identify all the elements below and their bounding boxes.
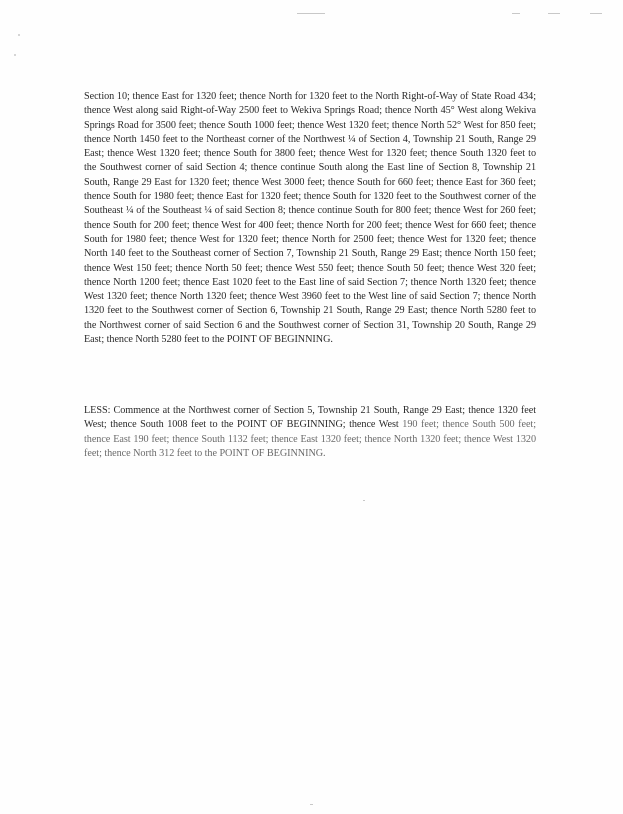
scan-artifact (310, 804, 313, 805)
less-exception-paragraph (84, 404, 536, 461)
scan-artifact (548, 13, 560, 14)
scan-artifact (18, 34, 20, 36)
less-exception-faded-text: 190 feet; thence South 500 feet; thence East 190 feet; thence South 1132 feet; thence East 1320 feet; thence North 1320 feet; thence West 1320 feet; thence North 312 feet to the POINT OF BEGINNING. (84, 419, 536, 459)
legal-description-paragraph: Section 10; thence East for 1320 feet; thence North for 1320 feet to the North Right-of-Way of State Road 434; thence West along said Right-of-Way 2500 feet to Wekiva Springs Road; thence North 45° West along Wekiva Springs Road for 3500 feet; thence South 1000 feet; thence West 1320 feet; thence North 52° West for 850 feet; thence North 1450 feet to the Northeast corner of the Northwest ¼ of Section 4, Township 21 South, Range 29 East; thence West 1320 feet; thence South for 3800 feet; thence West for 1320 feet; thence South 1320 feet to the Southwest corner of said Section 4; thence continue South along the East line of Section 8, Township 21 South, Range 29 East for 1320 feet; thence West 3000 feet; thence South for 660 feet; thence East for 360 feet; thence South for 1980 feet; thence East for 1320 feet; thence South for 1320 feet to the Southwest corner of the Southeast ¼ of the Southeast ¼ of said Section 8; thence continue South for 800 feet; thence West for 260 feet; thence South for 200 feet; thence West for 400 feet; thence North for 200 feet; thence West for 660 feet; thence South for 1980 feet; thence West for 1320 feet; thence North for 2500 feet; thence West for 1320 feet; thence North 140 feet to the Southeast corner of Section 7, Township 21 South, Range 29 East; thence North 150 feet; thence West 150 feet; thence North 50 feet; thence West 550 feet; thence South 50 feet; thence West 320 feet; thence North 1200 feet; thence East 1020 feet to the East line of said Section 7; thence North 1320 feet; thence West 1320 feet; thence North 1320 feet; thence West 3960 feet to the West line of said Section 7; thence North 1320 feet to the Southwest corner of Section 6, Township 21 South, Range 29 East; thence North 5280 feet to the Northwest corner of said Section 6 and the Southwest corner of Section 31, Township 20 South, Range 29 East; thence North 5280 feet to the POINT OF BEGINNING. (84, 91, 536, 346)
scan-artifact (512, 13, 520, 14)
scan-artifact (363, 500, 365, 501)
scan-artifact (590, 13, 602, 14)
less-exception-text: LESS: Commence at the Northwest corner of Section 5, Township 21 South, Range 29 East; thence 1320 feet West; thence South 1008 feet to the POINT OF BEGINNING; thence West (84, 405, 536, 431)
scan-artifact (297, 13, 325, 14)
scan-artifact (14, 54, 16, 56)
